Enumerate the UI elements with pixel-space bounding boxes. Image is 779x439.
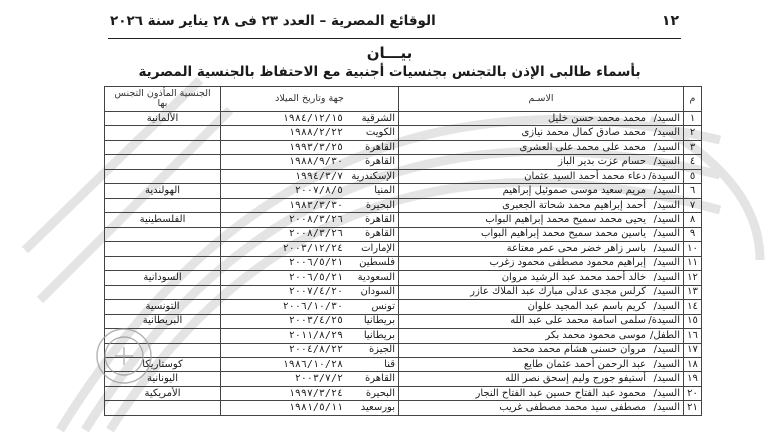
row-birth-place: القاهرة [365,373,395,385]
row-nationality [105,198,221,212]
row-name-cell [399,329,684,343]
row-birth-cell [221,227,399,241]
row-title: السيد/ [653,214,680,226]
row-birth-place: بورسعيد [360,402,395,414]
row-name-cell [399,169,684,183]
row-index: ١٦ [684,329,702,343]
row-birth-place: بريطانيا [363,315,395,327]
row-birth-place: السعودية [357,271,395,283]
row-title: السيد/ [653,387,680,399]
row-index: ٧ [684,198,702,212]
row-name: موسى محمود محمد بكر [545,329,646,341]
row-name-cell [399,256,684,270]
row-birth-date: ٢٠١١/٨/٢٩ [288,329,343,341]
row-birth-place: تونس [371,300,395,312]
row-birth-cell [221,285,399,299]
row-title: السيد/ [653,286,680,298]
row-name: محمد على محمد على العشرى [519,141,646,153]
row-birth-place: السودان [360,286,395,298]
table-row [105,198,702,212]
row-name: إبراهيم محمود مصطفى محمود زغرب [489,257,646,269]
row-birth-cell [221,314,399,328]
row-nationality: السودانية [105,271,221,285]
row-title: السيد/ [653,344,680,356]
row-index: ١٧ [684,343,702,357]
row-nationality [105,256,221,270]
row-birth-date: ١٩٨٤/١٢/١٥ [282,112,343,124]
row-nationality: التونسية [105,300,221,314]
row-name-cell [399,343,684,357]
row-title: السيد/ [653,358,680,370]
row-birth-date: ٢٠٠٣/٧/٢ [294,373,343,385]
row-nationality [105,227,221,241]
table-row [105,386,702,400]
row-birth-date: ٢٠٠٦/٥/٢١ [288,271,343,283]
row-name-cell [399,386,684,400]
row-name-cell [399,372,684,386]
table-row [105,343,702,357]
row-birth-date: ١٩٩٧/٣/٢٤ [288,387,343,399]
table-row [105,372,702,386]
row-name: كريم باسم عبد المجيد علوان [527,300,646,312]
page-number: ١٢ [661,13,679,29]
row-index: ٦ [684,184,702,198]
row-index: ١٠ [684,242,702,256]
row-birth-date: ٢٠٠٧/٨/٥ [294,185,343,197]
row-birth-date: ٢٠٠٧/٤/٢٠ [288,286,343,298]
row-nationality [105,401,221,416]
table-row [105,140,702,154]
row-name: محمود عبد الفتاح حسين عبد الفتاح النجار [475,387,646,399]
row-title: السيد/ [653,257,680,269]
row-birth-cell [221,357,399,371]
row-nationality: الهولندية [105,184,221,198]
row-index: ١٥ [684,314,702,328]
row-birth-cell [221,300,399,314]
header-nationality [105,87,221,112]
table-row [105,401,702,416]
row-name: محمد محمد حسن خليل [547,112,646,124]
row-birth-cell [221,329,399,343]
row-birth-date: ٢٠٠٨/٣/٢٦ [288,214,343,226]
row-name: أحمد إبراهيم محمد شحاتة الجعبرى [502,199,646,211]
row-birth-cell [221,140,399,154]
row-nationality [105,126,221,140]
table-row [105,300,702,314]
table-row [105,314,702,328]
table-row [105,285,702,299]
row-index: ٥ [684,169,702,183]
row-birth-cell [221,242,399,256]
row-birth-place: الإمارات [361,242,395,254]
row-name-cell [399,242,684,256]
table-row [105,271,702,285]
row-birth-cell [221,155,399,169]
row-title: السيد/ [653,242,680,254]
row-birth-place: البحيرة [365,199,395,211]
row-nationality: اليونانية [105,372,221,386]
applicants-table [104,86,702,416]
row-name: سلمى أسامة محمد على عبد الله [510,315,646,327]
row-birth-date: ٢٠٠٨/٣/٢٦ [288,228,343,240]
row-birth-cell [221,112,399,126]
row-birth-date: ١٩٨٣/٣/٣٠ [288,199,343,211]
row-index: ١٣ [684,285,702,299]
row-name: كرلس مجدى عدلى مبارك عبد الملاك عازر [470,286,646,298]
table-row [105,184,702,198]
row-birth-date: ١٩٨٦/١٠/٢٨ [282,358,343,370]
row-name-cell [399,184,684,198]
row-name-cell [399,198,684,212]
row-title: السيد/ [653,112,680,124]
row-name: مصطفى سيد محمد مصطفى غريب [499,402,646,414]
row-name: مريم سعيد موسى صموئيل إبراهيم [502,185,646,197]
row-title: السيد/ [653,228,680,240]
row-nationality [105,285,221,299]
row-name-cell [399,213,684,227]
row-birth-cell [221,198,399,212]
row-name-cell [399,155,684,169]
row-index: ١٩ [684,372,702,386]
row-title: السيدة/ [648,170,680,182]
row-birth-cell [221,271,399,285]
row-title: السيد/ [653,185,680,197]
row-index: ٢٠ [684,386,702,400]
row-nationality: كوستاريكا [105,357,221,371]
row-birth-cell [221,184,399,198]
table-row [105,213,702,227]
row-birth-place: الكويت [365,127,395,139]
row-birth-place: الشرقية [361,112,395,124]
row-birth-date: ١٩٩٣/٣/٢٥ [288,141,343,153]
row-birth-cell [221,372,399,386]
document-subtitle: بأسماء طالبى الإذن بالتجنس بجنسيات أجنبية مع الاحتفاظ بالجنسية المصرية [138,64,641,80]
row-index: ٤ [684,155,702,169]
row-name: ياسين محمد سميح محمد إبراهيم البواب [480,228,646,240]
row-name-cell [399,300,684,314]
row-index: ٣ [684,140,702,154]
row-birth-cell [221,213,399,227]
row-title: السيدة/ [648,315,680,327]
row-nationality: البريطانية [105,314,221,328]
row-birth-cell [221,169,399,183]
row-birth-place: المنيا [374,185,395,197]
row-birth-place: فلسطين [359,257,395,269]
row-index: ١ [684,112,702,126]
row-name: حسام عزت بدير الباز [558,156,646,168]
row-birth-cell [221,126,399,140]
row-birth-date: ٢٠٠٦/٥/٢١ [288,257,343,269]
header-index: م [684,87,702,112]
row-title: السيد/ [653,156,680,168]
row-name: يحيى محمد سميح محمد إبراهيم البواب [485,214,646,226]
row-title: الطفل/ [649,329,680,341]
row-birth-cell [221,401,399,416]
row-name-cell [399,314,684,328]
row-name: مروان حسنى هشام محمد محمد [511,344,646,356]
table-row [105,242,702,256]
row-title: السيد/ [653,199,680,211]
row-birth-place: القاهرة [365,228,395,240]
header-name: الاسـم [399,87,684,112]
row-birth-place: قنا [384,358,395,370]
row-name-cell [399,285,684,299]
row-birth-place: القاهرة [365,214,395,226]
page-header [110,8,679,34]
row-title: السيد/ [653,127,680,139]
row-title: السيد/ [653,402,680,414]
row-birth-cell [221,386,399,400]
table-row [105,112,702,126]
row-nationality: الأمريكية [105,386,221,400]
row-name: باسر زاهر خضر محى عمر معتاعة [506,242,646,254]
row-title: السيد/ [653,373,680,385]
row-name: عبد الرحمن أحمد عثمان طايع [523,358,646,370]
table-row [105,169,702,183]
row-birth-date: ١٩٨٨/٢/٢٢ [288,127,343,139]
row-birth-date: ٢٠٠٣/٤/٢٥ [288,315,343,327]
row-name-cell [399,112,684,126]
row-birth-place: بريطانيا [363,329,395,341]
row-index: ٢١ [684,401,702,416]
row-title: السيد/ [653,300,680,312]
table-row [105,329,702,343]
row-birth-place: القاهرة [365,156,395,168]
table-body [105,112,702,416]
row-name: أستيفو جورج وليم إسحق نصر الله [505,373,646,385]
table-row [105,256,702,270]
header-nationality-label: الجنسية المأذون التجنس بها [114,88,211,109]
row-title: السيد/ [653,141,680,153]
row-title: السيد/ [653,271,680,283]
row-index: ٨ [684,213,702,227]
row-birth-place: الجيزة [368,344,395,356]
row-birth-date: ٢٠٠٣/١٢/٢٤ [282,242,343,254]
row-name-cell [399,126,684,140]
row-name-cell [399,140,684,154]
row-index: ٢ [684,126,702,140]
issue-line: الوقائع المصرية – العدد ٢٣ فى ٢٨ يناير سنة ٢٠٢٦ [110,13,436,29]
row-nationality: الألمانية [105,112,221,126]
row-nationality [105,155,221,169]
document-title: بيـــان [366,44,413,62]
row-name-cell [399,227,684,241]
row-name: خالد أحمد محمد عبد الرشيد مروان [501,271,646,283]
row-name: دعاء محمد أحمد السيد عثمان [524,170,646,182]
row-index: ١٤ [684,300,702,314]
row-birth-date: ٢٠٠٦/١٠/٣٠ [282,300,343,312]
header-birth: جهة وتاريخ الميلاد [221,87,399,112]
row-index: ١٢ [684,271,702,285]
table-row [105,227,702,241]
table-row [105,126,702,140]
row-birth-date: ١٩٨٨/٩/٣٠ [288,156,343,168]
row-nationality [105,242,221,256]
row-name-cell [399,357,684,371]
row-birth-cell [221,256,399,270]
table-header-row [105,87,702,112]
header-rule [108,38,681,39]
row-birth-place: الإسكندرية [351,170,395,182]
row-nationality [105,169,221,183]
table-row [105,357,702,371]
row-index: ١٨ [684,357,702,371]
row-name-cell [399,401,684,416]
row-birth-date: ١٩٩٤/٣/٧ [294,170,343,182]
row-birth-cell [221,343,399,357]
row-nationality [105,140,221,154]
row-index: ١١ [684,256,702,270]
seal-stamp [93,325,155,387]
row-nationality: الفلسطينية [105,213,221,227]
row-birth-place: القاهرة [365,141,395,153]
row-index: ٩ [684,227,702,241]
row-birth-date: ٢٠٠٤/٨/٢٢ [288,344,343,356]
row-name-cell [399,271,684,285]
table-row [105,155,702,169]
row-birth-date: ١٩٨١/٥/١١ [288,402,343,414]
row-name: محمد صادق كمال محمد نيازى [521,127,646,139]
row-birth-place: البحيرة [365,387,395,399]
